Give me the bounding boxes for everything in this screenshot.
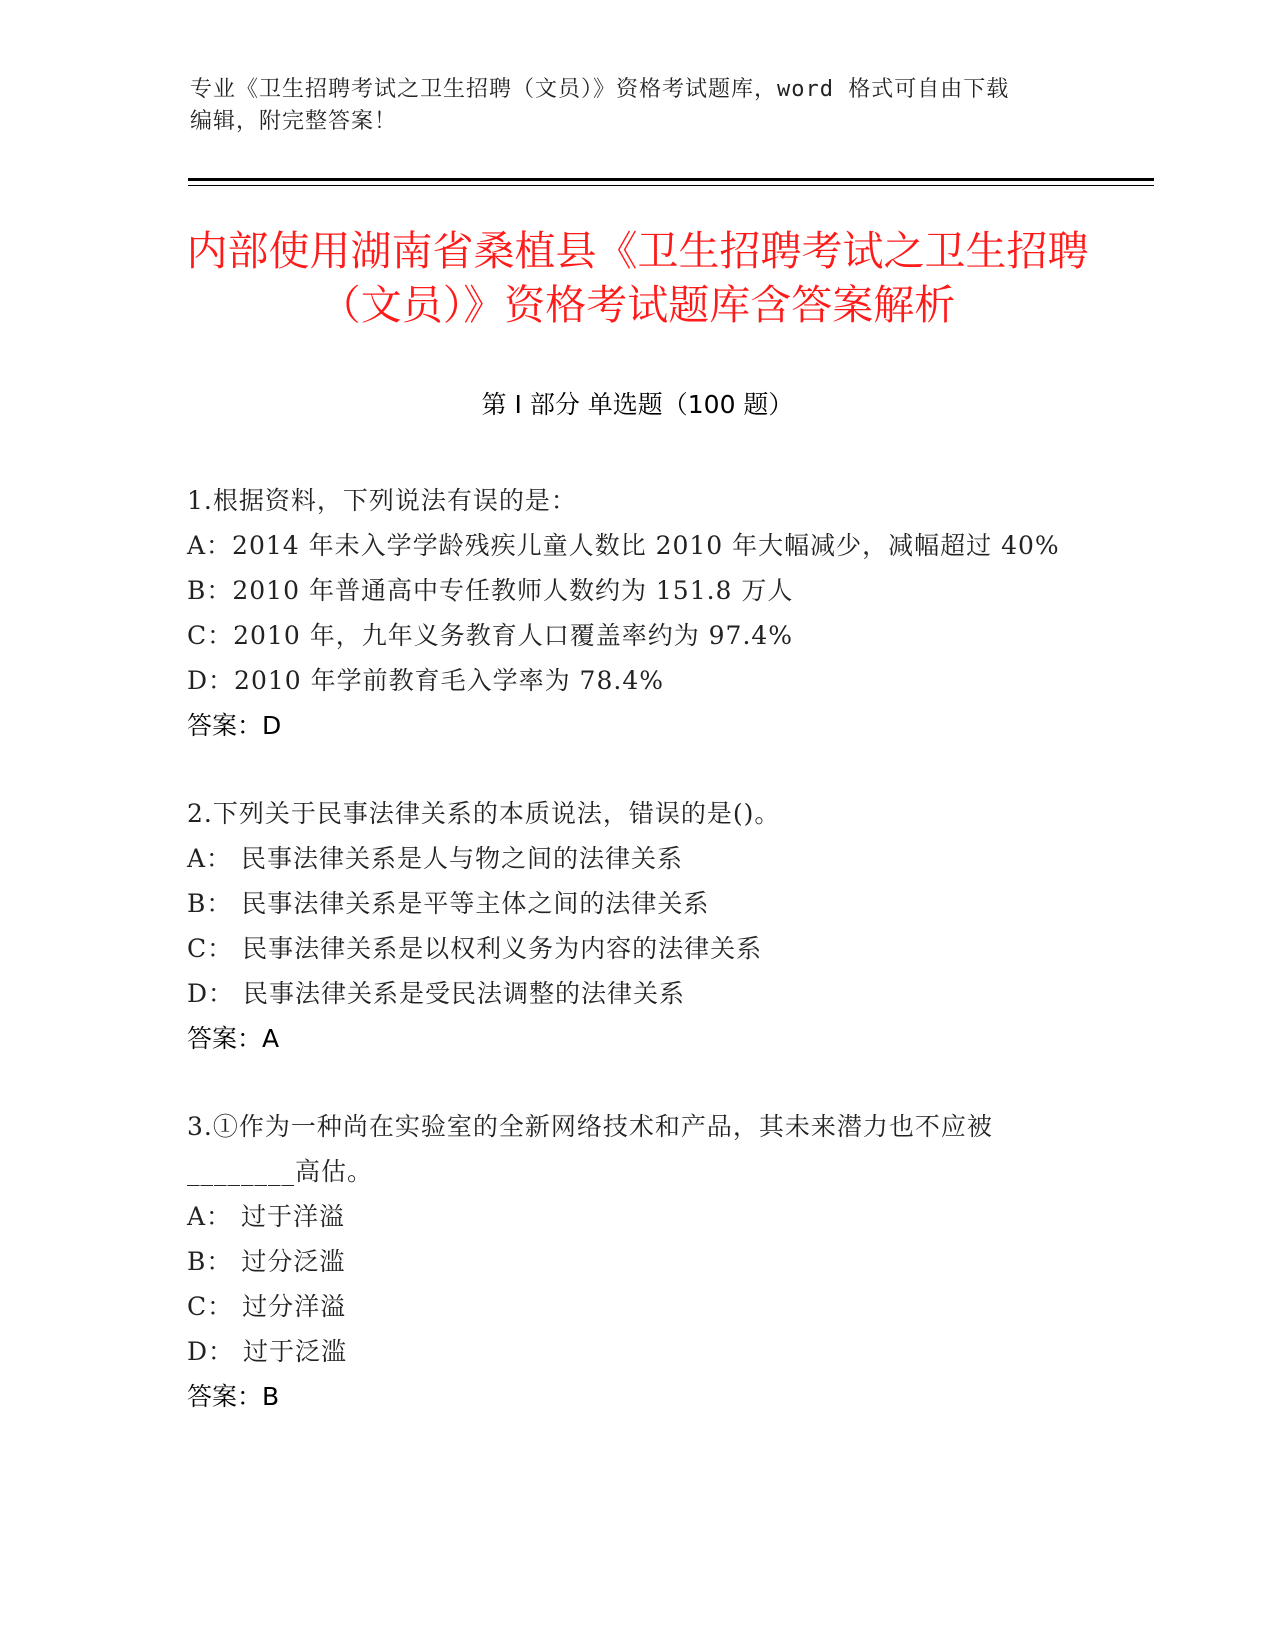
option-b: B： 过分泛滥 <box>187 1247 346 1276</box>
section-title: 第 I 部分 单选题（100 题） <box>481 390 794 419</box>
option-d: D： 过于泛滥 <box>187 1337 347 1366</box>
question-stem: 3.①作为一种尚在实验室的全新网络技术和产品，其未来潜力也不应被________高估。 <box>187 1112 993 1186</box>
option-c: C： 民事法律关系是以权利义务为内容的法律关系 <box>187 934 763 963</box>
question-stem: 2.下列关于民事法律关系的本质说法，错误的是()。 <box>187 799 781 828</box>
option-b: B： 民事法律关系是平等主体之间的法律关系 <box>187 889 710 918</box>
option-c: C：2010 年，九年义务教育人口覆盖率约为 97.4% <box>187 621 794 650</box>
option-a: A： 过于洋溢 <box>187 1202 346 1231</box>
option-c: C： 过分洋溢 <box>187 1292 347 1321</box>
question-stem: 1.根据资料，下列说法有误的是： <box>187 486 577 515</box>
question-1 <box>187 478 1067 748</box>
question-list <box>187 478 1067 1462</box>
answer-line: 答案：A <box>187 1024 280 1053</box>
answer-line: 答案：D <box>187 711 282 740</box>
document-title: 内部使用湖南省桑植县《卫生招聘考试之卫生招聘（文员）》资格考试题库含答案解析 <box>186 227 1089 329</box>
answer-line: 答案：B <box>187 1382 280 1411</box>
question-2 <box>187 791 1067 1061</box>
option-d: D： 民事法律关系是受民法调整的法律关系 <box>187 979 685 1008</box>
header-note-line2: 编辑，附完整答案！ <box>190 109 398 134</box>
header-divider-thin <box>188 185 1154 186</box>
question-3 <box>187 1104 1067 1419</box>
header-note <box>190 74 1090 138</box>
option-a: A： 民事法律关系是人与物之间的法律关系 <box>187 844 684 873</box>
header-divider-thick <box>188 178 1154 181</box>
option-a: A：2014 年未入学学龄残疾儿童人数比 2010 年大幅减少，减幅超过 40% <box>187 531 1060 560</box>
option-d: D：2010 年学前教育毛入学率为 78.4% <box>187 666 664 695</box>
option-b: B：2010 年普通高中专任教师人数约为 151.8 万人 <box>187 576 794 605</box>
header-note-line1: 专业《卫生招聘考试之卫生招聘（文员）》资格考试题库，word 格式可自由下载 <box>190 77 1010 102</box>
